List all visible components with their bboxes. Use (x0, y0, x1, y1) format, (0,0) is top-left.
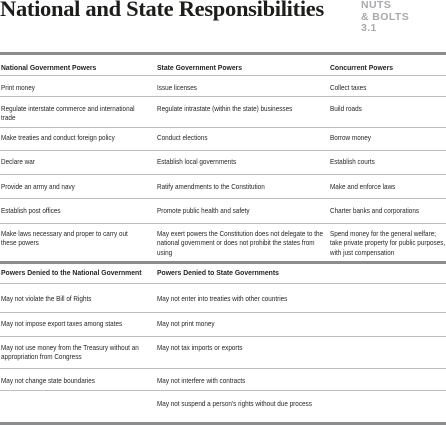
header-national-powers: National Government Powers (1, 63, 97, 72)
row-divider (0, 96, 446, 97)
tag-line-2: & BOLTS (361, 10, 410, 23)
header-rule (0, 75, 446, 76)
national-power-cell: Make treaties and conduct foreign policy (1, 133, 115, 142)
row-divider (0, 368, 446, 369)
concurrent-power-cell: Make and enforce laws (330, 182, 396, 191)
nuts-and-bolts-label (361, 0, 409, 35)
row-divider (0, 223, 446, 224)
denied-national-cell: May not violate the Bill of Rights (1, 294, 92, 303)
state-power-cell: Promote public health and safety (157, 206, 250, 215)
denied-national-cell: May not change state boundaries (1, 376, 95, 385)
denied-state-cell: May not suspend a person's rights without due process (157, 399, 312, 408)
row-divider (0, 174, 446, 175)
state-power-cell: Conduct elections (157, 133, 208, 142)
page-title: National and State Responsibilities (0, 0, 324, 21)
row-divider (0, 390, 446, 391)
denied-national-cell: May not impose export taxes among states (1, 319, 123, 328)
national-power-cell: Establish post offices (1, 206, 61, 215)
national-power-cell: Regulate interstate commerce and international trade (1, 104, 135, 123)
national-power-cell: Print money (1, 83, 35, 92)
state-power-cell: Establish local governments (157, 157, 237, 166)
row-divider (0, 336, 446, 337)
denied-national-cell: May not use money from the Treasury without an appropriation from Congress (1, 343, 139, 362)
tag-line-3: 3.1 (361, 22, 377, 34)
state-power-cell: May exert powers the Constitution does not delegate to the national government or does not prohibit the states from using (157, 229, 324, 257)
concurrent-power-cell: Charter banks and corporations (330, 206, 420, 215)
tag-line-1: NUTS (361, 0, 392, 11)
denied-state-cell: May not interfere with contracts (157, 376, 246, 385)
concurrent-power-cell: Build roads (330, 104, 362, 113)
concurrent-power-cell: Spend money for the general welfare; take private property for public purposes, with just compensation (330, 229, 446, 257)
concurrent-power-cell: Collect taxes (330, 83, 367, 92)
header-rule (0, 283, 446, 284)
header-state-powers: State Government Powers (157, 63, 243, 72)
state-power-cell: Issue licenses (157, 83, 197, 92)
header-concurrent-powers: Concurrent Powers (330, 63, 394, 72)
row-divider (0, 198, 446, 199)
national-power-cell: Provide an army and navy (1, 182, 75, 191)
denied-state-cell: May not tax imports or exports (157, 343, 243, 352)
row-divider (0, 127, 446, 128)
header-denied-national: Powers Denied to the National Government (1, 268, 142, 277)
top-rule (0, 52, 446, 55)
row-divider (0, 150, 446, 151)
row-divider (0, 312, 446, 313)
national-power-cell: Make laws necessary and proper to carry out these powers (1, 229, 128, 248)
state-power-cell: Regulate intrastate (within the state) businesses (157, 104, 293, 113)
national-power-cell: Declare war (1, 157, 35, 166)
header-denied-state: Powers Denied to State Governments (157, 268, 279, 277)
section-rule (0, 261, 446, 264)
concurrent-power-cell: Establish courts (330, 157, 375, 166)
denied-state-cell: May not enter into treaties with other countries (157, 294, 288, 303)
denied-state-cell: May not print money (157, 319, 215, 328)
state-power-cell: Ratify amendments to the Constitution (157, 182, 265, 191)
concurrent-power-cell: Borrow money (330, 133, 371, 142)
